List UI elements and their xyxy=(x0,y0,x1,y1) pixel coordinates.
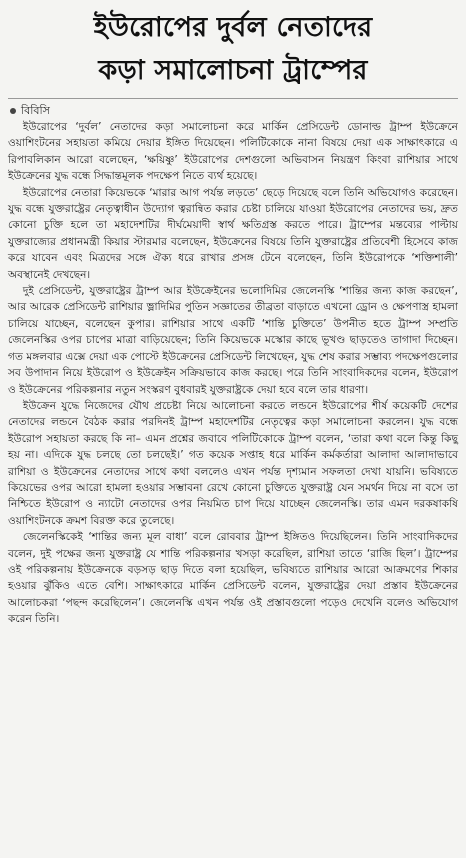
paragraph-2: ইউরোপের নেতারা কিয়েভকে ‘মারার আগ পর্যন্ত লড়তে’ ছেড়ে দিয়েছে বলে তিনি অভিযোগও করেছেন। যুদ্ধ বন্ধে যুক্তরাষ্ট্রের নেতৃত্বাধীন উদ্যোগ ত্বরান্বিত করার চেষ্টা চালিয়ে যাওয়া ইউরোপের নেতাদের ভয়, দ্রুত কোনো চুক্তি হলে তা মহাদেশটির দীর্ঘমেয়াদী স্বার্থ ক্ষতিগ্রস্ত করতে পারে। ট্রাম্পের মন্তব্যের পাল্টায় যুক্তরাজ্যের প্রধানমন্ত্রী কিয়ার স্টারমার বলেছেন, ইউক্রেনের বিষয়ে তিনি যুক্তরাষ্ট্রের প্রতিবেশী হিসেবে কাজ করে যাবেন এবং মিত্রদের সঙ্গে ঐক্য ধরে রাখার প্রসঙ্গ টেনে বলেছেন, তিনি ইউরোপকে ‘শক্তিশালী’ অবস্থানেই দেখছেন। xyxy=(8,186,458,281)
byline xyxy=(8,103,458,118)
bullet-icon xyxy=(10,108,16,114)
paragraph-1: ইউরোপের ‘দুর্বল’ নেতাদের কড়া সমালোচনা করে মার্কিন প্রেসিডেন্ট ডোনাল্ড ট্রাম্প ইউক্রেনে ওয়াশিংটনের সহায়তা কমিয়ে দেয়ার ইঙ্গিত দিয়েছেন। পলিটিকোকে নানা বিষয়ে দেয়া এক সাক্ষাৎকারে এ রিপাবলিকান আরো বলেছেন, ‘ক্ষয়িষ্ণু’ ইউরোপের দেশগুলো অভিবাসন নিয়ন্ত্রণ কিংবা রাশিয়ার সাথে ইউক্রেনের যুদ্ধ বন্ধে সিদ্ধান্তমূলক পদক্ষেপ নিতে ব্যর্থ হয়েছে। xyxy=(8,121,458,183)
headline-line-2: কড়া সমালোচনা ট্রাম্পের xyxy=(98,55,368,86)
paragraph-4: ইউক্রেন যুদ্ধে নিজেদের যৌথ প্রচেষ্টা নিয়ে আলোচনা করতে লন্ডনে ইউরোপের শীর্ষ কয়েকটি দেশের নেতাদের লন্ডনে বৈঠক করার পরদিনই ট্রাম্প মহাদেশটির নেতৃত্বের কড়া সমালোচনা করলেন। যুদ্ধ বন্ধে ইউরোপ সহায়তা করছে কি না– এমন প্রশ্নের জবাবে পলিটিকোকে ট্রাম্প বলেন, ‘তারা কথা বলে কিন্তু কিছু হয় না। এদিকে যুদ্ধ চলছে তো চলছেই।’ গত কয়েক সপ্তাহ ধরে মার্কিন কর্মকর্তারা আলাদা আলাদাভাবে রাশিয়া ও ইউক্রেনের নেতাদের সাথে কথা বললেও এখন পর্যন্ত দৃশ্যমান সফলতা দেখা যায়নি। ভবিষ্যতে কিয়েভের ওপর আরো হামলা হওয়ার সম্ভাবনা রেখে কোনো চুক্তিতে যুক্তরাষ্ট্র যেন সমর্থন দিয়ে না বসে তা নিশ্চিতে ইউরোপ ও ন্যাটো নেতাদের ওপর নিয়মিত চাপ দিয়ে যাচ্ছেন জেলেনস্কি। তার এমন দরকষাকষি ওয়াশিংটনকে ক্রমশ বিরক্ত করে তুলেছে। xyxy=(8,399,458,527)
paragraph-5: জেলেনস্কিকেই ‘শান্তির জন্য মূল বাধা’ বলে রোববার ট্রাম্প ইঙ্গিতও দিয়েছিলেন। তিনি সাংবাদিকদের বলেন, দুই পক্ষের জন্য যুক্তরাষ্ট্র যে শান্তি পরিকল্পনার খসড়া করেছিল, রাশিয়া তাতে ‘রাজি ছিল’। ট্রাম্পের ওই পরিকল্পনায় ইউক্রেনকে বড়সড় ছাড় দিতে বলা হয়েছিল, ভবিষ্যতে রাশিয়ার আরো আক্রমণের শিকার হওয়ার ঝুঁকিও এতে বেশি। সাক্ষাৎকারে মার্কিন প্রেসিডেন্ট বলেন, যুক্তরাষ্ট্রের দেয়া প্রস্তাব ইউক্রেনের আলোচকরা ‘পছন্দ করেছিলেন’। জেলেনস্কি এখন পর্যন্ত ওই প্রস্তাবগুলো পড়েও দেখেনি বলেও অভিযোগ করেন তিনি। xyxy=(8,531,458,626)
source-name: বিবিসি xyxy=(21,104,50,117)
paragraph-3: দুই প্রেসিডেন্ট, যুক্তরাষ্ট্রের ট্রাম্প আর ইউক্রেইনের ভলোদিমির জেলেনস্কি ‘শান্তির জন্য কাজ করছেন’, আর আরেক প্রেসিডেন্ট রাশিয়ার ভ্লাদিমির পুতিন সজ্ঞাতের তীব্রতা বাড়াতে এখনো ড্রোন ও ক্ষেপণাস্ত্র হামলা চালিয়ে যাচ্ছেন, বলেছেন কুপার। রাশিয়ার সাথে একটি ‘শান্তি চুক্তিতে’ উপনীত হতে ট্রাম্প সম্প্রতি জেলেনস্কির ওপর চাপের মাত্রা বাড়িয়েছেন; তিনি কিয়েভকে মস্কোর কাছে ভূখণ্ড ছাড়তেও তাগাদা দিচ্ছেন। গত মঙ্গলবার এক্সে দেয়া এক পোস্টে ইউক্রেনের প্রেসিডেন্ট লিখেছেন, যুদ্ধ শেষ করার সম্ভাব্য পদক্ষেপগুলোর সব উপাদান নিয়ে ইউরোপ ও ইউক্রেইন সক্রিয়ভাবে কাজ করছে। পরে তিনি সাংবাদিকদের বলেন, ইউরোপ ও ইউক্রেনের পরিকল্পনার নতুন সংস্করণ বুধবারই যুক্তরাষ্ট্রকে দেয়া হবে বলে তার ধারণা। xyxy=(8,285,458,396)
article-body xyxy=(8,119,458,628)
headline-divider xyxy=(8,98,458,99)
page-edge xyxy=(0,848,466,858)
headline-line-1: ইউরোপের দুর্বল নেতাদের xyxy=(93,12,373,43)
article-headline xyxy=(8,6,458,92)
